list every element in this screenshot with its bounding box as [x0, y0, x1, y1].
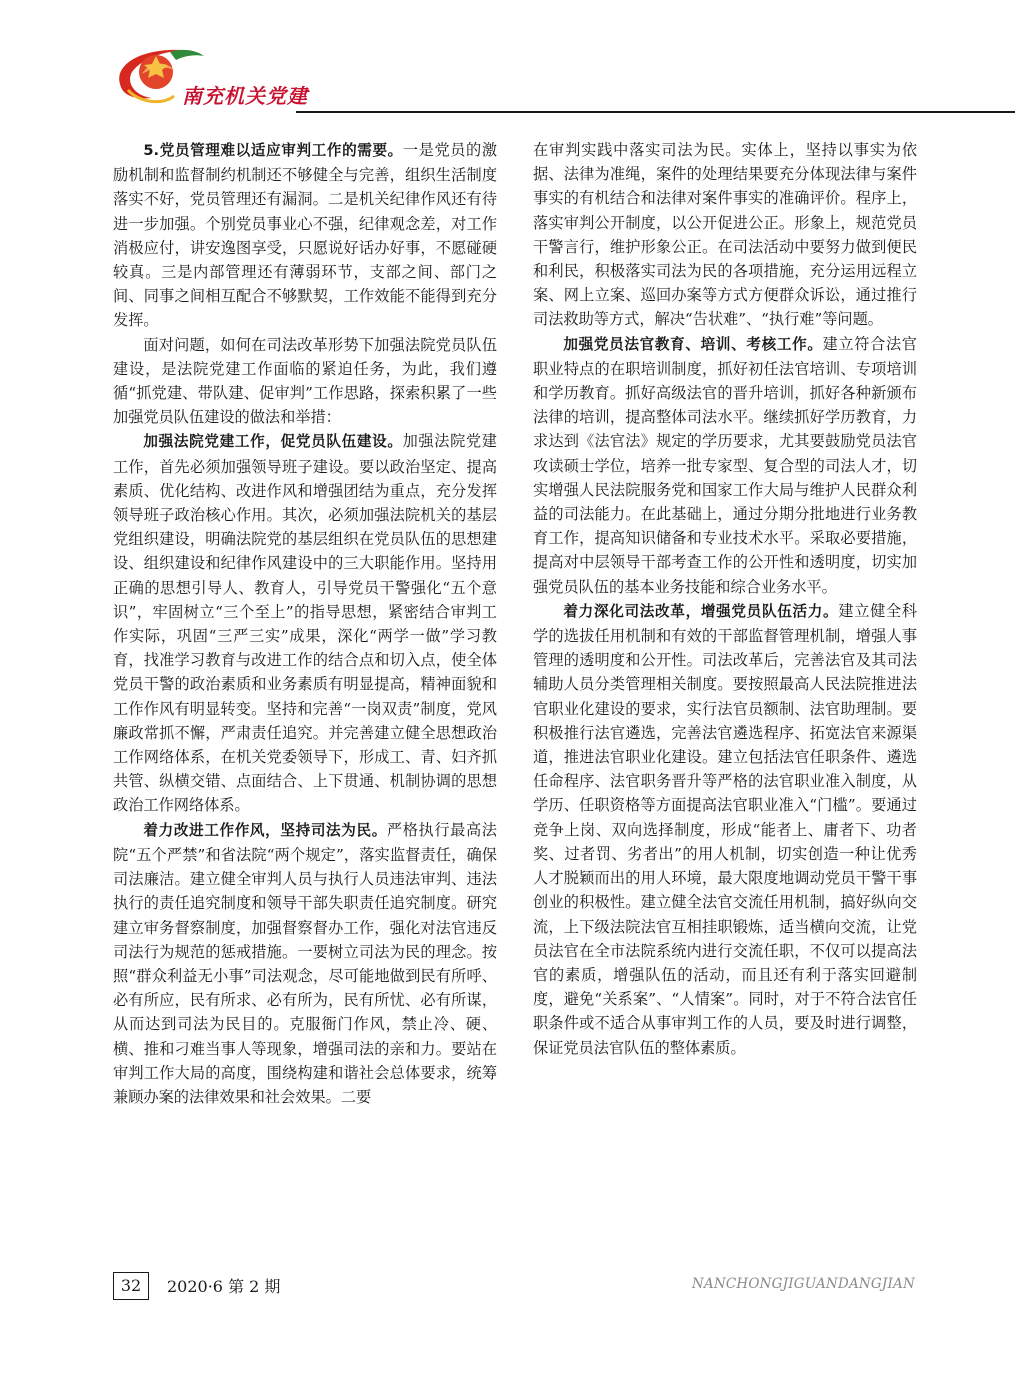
- paragraph-heading: 着力深化司法改革，增强党员队伍活力。: [563, 602, 839, 620]
- paragraph-heading: 5.党员管理难以适应审判工作的需要。: [143, 142, 403, 159]
- paragraph-text: 加强法院党建工作，首先必须加强领导班子建设。要以政治坚定、提高素质、优化结构、改进作风和增强团结为重点，充分发挥领导班子政治核心作用。其次，必须加强法院机关的基层党组织建设，明确法院党的基层组织在党员队伍的思想建设、组织建设和纪律作风建设中的三大职能作用。坚持用正确的思想引导人、教育人，引导党员干警强化“五个意识”，牢固树立“三个至上”的指导思想，紧密结合审判工作实际，巩固“三严三实”成果，深化“两学一做”学习教育，找准学习教育与改进工作的结合点和切入点，使全体党员干警的政治素质和业务素质有明显提高，精神面貌和工作作风有明显转变。坚持和完善“一岗双责”制度，党风廉政常抓不懈，严肃责任追究。并完善建立健全思想政治工作网络体系，在机关党委领导下，形成工、青、妇齐抓共管、纵横交错、点面结合、上下贯通、机制协调的思想政治工作网络体系。: [113, 432, 497, 815]
- header-rule: [296, 111, 1015, 113]
- paragraph-text: 在审判实践中落实司法为民。实体上，坚持以事实为依据、法律为准绳，案件的处理结果要充分体现法律与案件事实的有机结合和法律对案件事实的准确评价。程序上，落实审判公开制度，以公开促进公正。形象上，规范党员干警言行，维护形象公正。在司法活动中要努力做到便民和利民，积极落实司法为民的各项措施，充分运用远程立案、网上立案、巡回办案等方式方便群众诉讼，通过推行司法救助等方式，解决“告状难”、“执行难”等问题。: [533, 141, 917, 329]
- paragraph: [533, 599, 917, 1060]
- page-footer: [113, 1272, 915, 1300]
- masthead-logo: [112, 44, 312, 114]
- footer-brand: NANCHONGJIGUANDANGJIAN: [691, 1276, 915, 1292]
- publication-title: 南充机关党建: [182, 84, 308, 108]
- paragraph-heading: 加强法院党建工作，促党员队伍建设。: [143, 433, 403, 451]
- paragraph-heading: 着力改进工作作风，坚持司法为民。: [143, 821, 387, 839]
- paragraph: [113, 818, 497, 1109]
- right-column: [533, 138, 917, 1060]
- paragraph-text: 建立健全科学的选拔任用机制和有效的干部监督管理机制，增强人事管理的透明度和公开性。司法改革后，完善法官及其司法辅助人员分类管理相关制度。要按照最高人民法院推进法官职业化建设的要求，实行法官员额制、法官助理制。要积极推行法官遴选，完善法官遴选程序、拓宽法官来源渠道，推进法官职业化建设。建立包括法官任职条件、遴选任命程序、法官职务晋升等严格的法官职业准入制度，从学历、任职资格等方面提高法官职业准入“门槛”。要通过竞争上岗、双向选择制度，形成“能者上、庸者下、功者奖、过者罚、劣者出”的用人机制，切实创造一种让优秀人才脱颖而出的用人环境，最大限度地调动党员干警干事创业的积极性。建立健全法官交流任用机制，搞好纵向交流，上下级法院法官互相挂职锻炼，适当横向交流，让党员法官在全市法院系统内进行交流任职，不仅可以提高法官的素质，增强队伍的活动，而且还有利于落实回避制度，避免“关系案”、“人情案”。同时，对于不符合法官任职条件或不适合从事审判工作的人员，要及时进行调整，保证党员法官队伍的整体素质。: [533, 601, 917, 1057]
- paragraph-text: 一是党员的激励机制和监督制约机制还不够健全与完善，组织生活制度落实不好，党员管理还有漏洞。二是机关纪律作风还有待进一步加强。个别党员事业心不强，纪律观念差，对工作消极应付，讲安逸图享受，只愿说好话办好事，不愿碰硬较真。三是内部管理还有薄弱环节，支部之间、部门之间、同事之间相互配合不够默契，工作效能不能得到充分发挥。: [113, 141, 498, 330]
- paragraph: [113, 429, 497, 817]
- left-column: [113, 138, 497, 1109]
- page-number: 32: [113, 1272, 149, 1300]
- paragraph: [113, 138, 497, 333]
- paragraph-heading: 加强党员法官教育、培训、考核工作。: [563, 335, 823, 353]
- paragraph: [113, 333, 497, 430]
- paragraph-text: 建立符合法官职业特点的在职培训制度，抓好初任法官培训、专项培训和学历教育。抓好高级法官的晋升培训，抓好各种新颁布法律的培训，提高整体司法水平。继续抓好学历教育，力求达到《法官法》规定的学历要求，尤其要鼓励党员法官攻读硕士学位，培养一批专家型、复合型的司法人才，切实增强人民法院服务党和国家工作大局与维护人民群众利益的司法能力。在此基础上，通过分期分批地进行业务教育工作，提高知识储备和专业技术水平。采取必要措施，提高对中层领导干部考查工作的公开性和透明度，切实加强党员队伍的基本业务技能和综合业务水平。: [533, 334, 917, 596]
- paragraph: [533, 332, 917, 599]
- paragraph-text: 面对问题，如何在司法改革形势下加强法院党员队伍建设，是法院党建工作面临的紧迫任务，为此，我们遵循“抓党建、带队建、促审判”工作思路，探索积累了一些加强党员队伍建设的做法和举措：: [113, 335, 497, 427]
- issue-label: 2020·6 第 2 期: [167, 1277, 281, 1296]
- paragraph-text: 严格执行最高法院“五个严禁”和省法院“两个规定”，落实监督责任，确保司法廉洁。建立健全审判人员与执行人员违法审判、违法执行的责任追究制度和领导干部失职责任追究制度。研究建立审务督察制度，加强督察督办工作，强化对法官违反司法行为规范的惩戒措施。一要树立司法为民的理念。按照“群众利益无小事”司法观念，尽可能地做到民有所呼、必有所应，民有所求、必有所为，民有所忧、必有所谋，从而达到司法为民目的。克服衙门作风，禁止冷、硬、横、推和刁难当事人等现象，增强司法的亲和力。要站在审判工作大局的高度，围绕构建和谐社会总体要求，统筹兼顾办案的法律效果和社会效果。二要: [113, 820, 497, 1106]
- paragraph: [533, 138, 917, 332]
